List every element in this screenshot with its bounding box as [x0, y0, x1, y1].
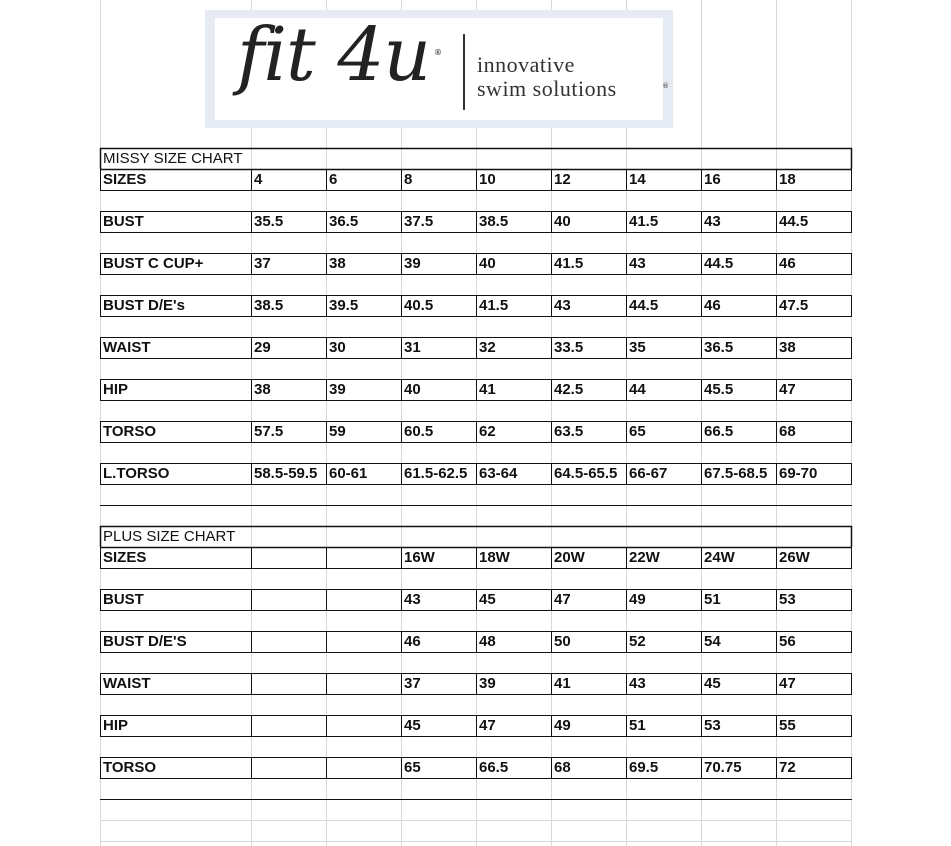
missy-cell-value: 38.5	[254, 297, 284, 314]
plus-cell-value: 53	[704, 717, 721, 734]
plus-chart-title: PLUS SIZE CHART	[103, 528, 236, 545]
plus-cell-value: 48	[479, 633, 496, 650]
missy-cell-value: 16	[704, 171, 721, 188]
plus-cell-value: 47	[479, 717, 496, 734]
missy-cell-value: 38	[254, 381, 271, 398]
missy-cell-value: 8	[404, 171, 413, 188]
plus-cell-value: 66.5	[479, 759, 509, 776]
missy-cell-value: 35.5	[254, 213, 284, 230]
missy-cell-value: 43	[629, 255, 646, 272]
plus-cell-value: 54	[704, 633, 721, 650]
plus-cell-value: 45	[704, 675, 721, 692]
missy-cell-value: 41.5	[629, 213, 659, 230]
tagline-registered-mark: ®	[662, 82, 669, 90]
missy-cell-value: 58.5-59.5	[254, 465, 318, 482]
missy-cell-value: 36.5	[704, 339, 734, 356]
plus-cell-value: 22W	[629, 549, 660, 566]
plus-cell-value: 39	[479, 675, 496, 692]
plus-cell-value: 43	[629, 675, 646, 692]
plus-row-label: WAIST	[103, 675, 151, 692]
missy-cell-value: 64.5-65.5	[554, 465, 618, 482]
logo-banner	[205, 10, 673, 128]
missy-row-label: BUST C CUP+	[103, 255, 204, 272]
missy-row-label: BUST D/E's	[103, 297, 185, 314]
plus-cell-value: 47	[554, 591, 571, 608]
missy-cell-value: 10	[479, 171, 496, 188]
plus-row-label: BUST D/E'S	[103, 633, 187, 650]
missy-cell-value: 44	[629, 381, 646, 398]
missy-chart-title: MISSY SIZE CHART	[103, 150, 243, 167]
missy-cell-value: 38	[329, 255, 346, 272]
missy-cell-value: 47	[779, 381, 796, 398]
plus-row-label: SIZES	[103, 549, 147, 566]
plus-row-label: HIP	[103, 717, 129, 734]
missy-row-label: HIP	[103, 381, 129, 398]
brand-registered-mark: ®	[434, 48, 442, 57]
missy-cell-value: 45.5	[704, 381, 734, 398]
missy-cell-value: 42.5	[554, 381, 584, 398]
plus-cell-value: 26W	[779, 549, 810, 566]
missy-cell-value: 4	[254, 171, 263, 188]
plus-cell-value: 50	[554, 633, 571, 650]
plus-cell-value: 45	[404, 717, 421, 734]
plus-cell-value: 41	[554, 675, 571, 692]
missy-cell-value: 44.5	[779, 213, 809, 230]
missy-cell-value: 36.5	[329, 213, 359, 230]
missy-cell-value: 39	[329, 381, 346, 398]
missy-row-label: WAIST	[103, 339, 151, 356]
plus-cell-value: 56	[779, 633, 796, 650]
missy-cell-value: 39.5	[329, 297, 359, 314]
plus-cell-value: 24W	[704, 549, 735, 566]
missy-cell-value: 37	[254, 255, 271, 272]
plus-cell-value: 69.5	[629, 759, 659, 776]
plus-cell-value: 49	[554, 717, 571, 734]
plus-cell-value: 68	[554, 759, 571, 776]
plus-cell-value: 51	[629, 717, 646, 734]
plus-cell-value: 55	[779, 717, 796, 734]
missy-cell-value: 40.5	[404, 297, 434, 314]
plus-cell-value: 43	[404, 591, 421, 608]
missy-cell-value: 31	[404, 339, 421, 356]
missy-cell-value: 29	[254, 339, 271, 356]
missy-cell-value: 41.5	[554, 255, 584, 272]
missy-row-label: L.TORSO	[103, 465, 170, 482]
missy-cell-value: 47.5	[779, 297, 809, 314]
plus-cell-value: 45	[479, 591, 496, 608]
missy-cell-value: 63-64	[479, 465, 518, 482]
missy-cell-value: 60-61	[329, 465, 368, 482]
missy-cell-value: 65	[629, 423, 646, 440]
missy-cell-value: 66.5	[704, 423, 734, 440]
missy-cell-value: 41.5	[479, 297, 509, 314]
missy-cell-value: 57.5	[254, 423, 284, 440]
plus-cell-value: 53	[779, 591, 796, 608]
missy-cell-value: 69-70	[779, 465, 818, 482]
plus-cell-value: 47	[779, 675, 796, 692]
missy-cell-value: 43	[554, 297, 571, 314]
plus-row-label: BUST	[103, 591, 144, 608]
missy-cell-value: 68	[779, 423, 796, 440]
plus-cell-value: 37	[404, 675, 421, 692]
plus-cell-value: 20W	[554, 549, 585, 566]
brand-wordmark: fit 4u	[237, 12, 431, 98]
missy-cell-value: 40	[404, 381, 421, 398]
missy-row-label: SIZES	[103, 171, 147, 188]
tagline-line2: swim solutions	[477, 76, 617, 101]
missy-cell-value: 38.5	[479, 213, 509, 230]
missy-row-label: BUST	[103, 213, 144, 230]
missy-cell-value: 43	[704, 213, 721, 230]
missy-cell-value: 32	[479, 339, 496, 356]
missy-row-label: TORSO	[103, 423, 157, 440]
plus-cell-value: 51	[704, 591, 721, 608]
missy-cell-value: 60.5	[404, 423, 434, 440]
plus-cell-value: 46	[404, 633, 421, 650]
missy-cell-value: 35	[629, 339, 646, 356]
missy-cell-value: 67.5-68.5	[704, 465, 768, 482]
missy-cell-value: 63.5	[554, 423, 584, 440]
missy-cell-value: 44.5	[629, 297, 659, 314]
missy-cell-value: 62	[479, 423, 496, 440]
missy-cell-value: 39	[404, 255, 421, 272]
missy-cell-value: 66-67	[629, 465, 668, 482]
logo-divider	[463, 34, 465, 110]
missy-cell-value: 37.5	[404, 213, 434, 230]
tagline-line1: innovative	[477, 52, 575, 77]
plus-cell-value: 18W	[479, 549, 510, 566]
missy-cell-value: 40	[479, 255, 496, 272]
missy-cell-value: 14	[629, 171, 646, 188]
missy-cell-value: 61.5-62.5	[404, 465, 468, 482]
plus-cell-value: 52	[629, 633, 646, 650]
missy-cell-value: 46	[779, 255, 796, 272]
missy-cell-value: 44.5	[704, 255, 734, 272]
missy-cell-value: 46	[704, 297, 721, 314]
missy-cell-value: 33.5	[554, 339, 584, 356]
logo-panel	[215, 12, 669, 120]
missy-cell-value: 6	[329, 171, 338, 188]
missy-cell-value: 12	[554, 171, 571, 188]
plus-cell-value: 49	[629, 591, 646, 608]
missy-cell-value: 18	[779, 171, 796, 188]
missy-cell-value: 59	[329, 423, 346, 440]
plus-cell-value: 16W	[404, 549, 435, 566]
missy-cell-value: 41	[479, 381, 496, 398]
plus-cell-value: 72	[779, 759, 796, 776]
missy-cell-value: 38	[779, 339, 796, 356]
plus-cell-value: 70.75	[704, 759, 742, 776]
missy-cell-value: 30	[329, 339, 346, 356]
plus-row-label: TORSO	[103, 759, 157, 776]
plus-cell-value: 65	[404, 759, 421, 776]
missy-cell-value: 40	[554, 213, 571, 230]
